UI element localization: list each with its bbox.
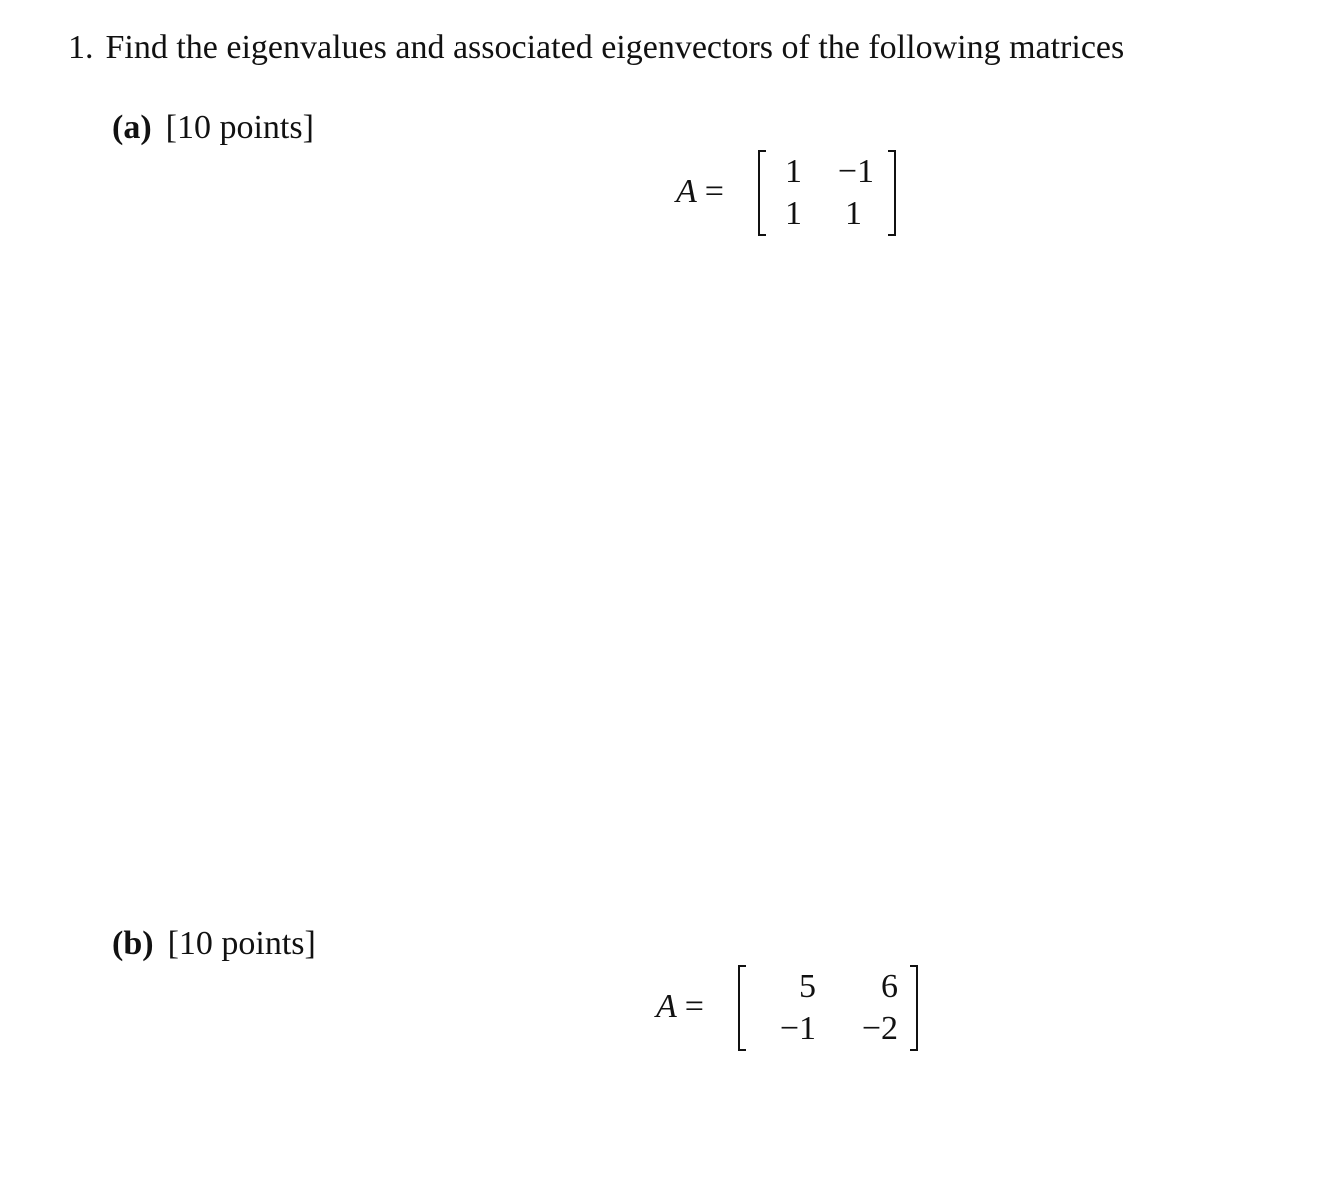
part-a-letter: (a) [112,109,152,146]
part-b-cell-2-2: −2 [861,1010,898,1047]
part-a-lhs [676,170,724,214]
part-a-equation [676,148,996,238]
part-b-lhs [656,985,704,1029]
part-b-label [112,922,316,966]
part-b-equation [656,963,976,1053]
part-a-right-bracket [888,150,896,236]
part-b-points: [10 points] [167,925,316,962]
problem-text: Find the eigenvalues and associated eigenvectors of the following matrices [105,29,1125,66]
part-b-equals: = [684,988,704,1025]
part-a-points: [10 points] [165,109,314,146]
part-b-cell-2-1: −1 [779,1010,816,1047]
problem-statement [68,26,1124,70]
part-a-label [112,106,314,150]
part-a-cell-1-1: 1 [785,153,802,190]
part-a-matrix-name: A [676,173,697,210]
part-a-cell-2-1: 1 [785,195,802,232]
part-b-cell-1-2: 6 [881,968,898,1005]
part-a-cell-1-2: −1 [837,153,874,190]
part-b-left-bracket [738,965,746,1051]
part-b-letter: (b) [112,925,154,962]
part-b-matrix-name: A [656,988,677,1025]
part-b-cell-1-1: 5 [799,968,816,1005]
part-a-left-bracket [758,150,766,236]
part-b-right-bracket [910,965,918,1051]
part-a-cell-2-2: 1 [845,195,862,232]
part-a-equals: = [704,173,724,210]
problem-number: 1. [68,29,94,66]
